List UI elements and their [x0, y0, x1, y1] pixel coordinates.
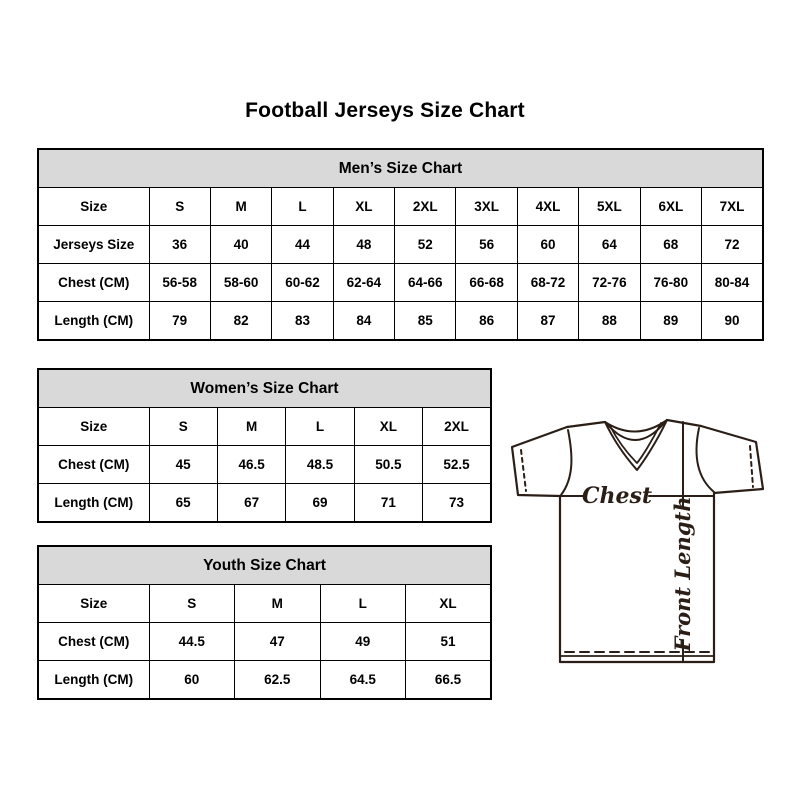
value-cell: 2XL	[423, 408, 491, 446]
row-label-cell: Length (CM)	[38, 484, 149, 523]
row-label-cell: Size	[38, 585, 149, 623]
row-label-cell: Chest (CM)	[38, 264, 149, 302]
value-cell: 66-68	[456, 264, 517, 302]
value-cell: 84	[333, 302, 394, 341]
value-cell: 88	[579, 302, 640, 341]
jersey-illustration	[500, 400, 790, 680]
value-cell: 44	[272, 226, 333, 264]
jersey-right-cuff-stitch-dashed	[750, 446, 753, 487]
value-cell: 5XL	[579, 188, 640, 226]
table-section-title: Women’s Size Chart	[38, 369, 491, 408]
table-row	[38, 623, 491, 661]
value-cell: 56-58	[149, 264, 210, 302]
table-row	[38, 484, 491, 523]
table-row	[38, 585, 491, 623]
value-cell: 7XL	[702, 188, 763, 226]
value-cell: 4XL	[517, 188, 578, 226]
jersey-left-sleeve-outline	[512, 427, 567, 496]
row-label-cell: Jerseys Size	[38, 226, 149, 264]
value-cell: L	[320, 585, 406, 623]
value-cell: 79	[149, 302, 210, 341]
value-cell: 68	[640, 226, 701, 264]
table-row	[38, 188, 763, 226]
jersey-right-armhole-seam	[696, 428, 714, 492]
page-title: Football Jerseys Size Chart	[245, 99, 525, 122]
value-cell: 2XL	[395, 188, 456, 226]
value-cell: 72	[702, 226, 763, 264]
value-cell: 76-80	[640, 264, 701, 302]
value-cell: 6XL	[640, 188, 701, 226]
value-cell: 49	[320, 623, 406, 661]
value-cell: 45	[149, 446, 217, 484]
value-cell: 3XL	[456, 188, 517, 226]
mens-size-chart-table	[37, 148, 764, 341]
table-row	[38, 264, 763, 302]
table-row	[38, 302, 763, 341]
row-label-cell: Chest (CM)	[38, 446, 149, 484]
value-cell: M	[235, 585, 321, 623]
row-label-cell: Size	[38, 188, 149, 226]
value-cell: 64	[579, 226, 640, 264]
row-label-cell: Size	[38, 408, 149, 446]
value-cell: 52	[395, 226, 456, 264]
value-cell: 62.5	[235, 661, 321, 700]
table-section-title: Men’s Size Chart	[38, 149, 763, 188]
value-cell: 73	[423, 484, 491, 523]
value-cell: 44.5	[149, 623, 235, 661]
value-cell: 69	[286, 484, 354, 523]
table-row	[38, 661, 491, 700]
value-cell: 47	[235, 623, 321, 661]
table-row	[38, 446, 491, 484]
value-cell: 85	[395, 302, 456, 341]
value-cell: 64.5	[320, 661, 406, 700]
value-cell: M	[210, 188, 271, 226]
value-cell: 62-64	[333, 264, 394, 302]
value-cell: 72-76	[579, 264, 640, 302]
value-cell: 60	[517, 226, 578, 264]
value-cell: 65	[149, 484, 217, 523]
value-cell: 58-60	[210, 264, 271, 302]
value-cell: 40	[210, 226, 271, 264]
value-cell: 80-84	[702, 264, 763, 302]
jersey-left-cuff-stitch-dashed	[521, 450, 526, 491]
chest-measure-label: Chest	[581, 483, 653, 509]
value-cell: 90	[702, 302, 763, 341]
womens-size-chart-table	[37, 368, 492, 523]
value-cell: 68-72	[517, 264, 578, 302]
table-row	[38, 408, 491, 446]
value-cell: L	[272, 188, 333, 226]
row-label-cell: Length (CM)	[38, 302, 149, 341]
jersey-measurement-diagram	[500, 400, 790, 680]
value-cell: 52.5	[423, 446, 491, 484]
value-cell: 67	[217, 484, 285, 523]
value-cell: S	[149, 188, 210, 226]
value-cell: 56	[456, 226, 517, 264]
value-cell: 83	[272, 302, 333, 341]
value-cell: 50.5	[354, 446, 422, 484]
value-cell: XL	[354, 408, 422, 446]
table-row	[38, 226, 763, 264]
value-cell: S	[149, 585, 235, 623]
table-section-title: Youth Size Chart	[38, 546, 491, 585]
value-cell: 82	[210, 302, 271, 341]
value-cell: 36	[149, 226, 210, 264]
value-cell: XL	[333, 188, 394, 226]
value-cell: 66.5	[406, 661, 492, 700]
value-cell: XL	[406, 585, 492, 623]
front-length-measure-label: Front Length	[670, 496, 695, 652]
jersey-left-shoulder-line	[567, 422, 605, 427]
value-cell: 46.5	[217, 446, 285, 484]
value-cell: 48	[333, 226, 394, 264]
value-cell: 89	[640, 302, 701, 341]
value-cell: 86	[456, 302, 517, 341]
jersey-right-sleeve-outline	[701, 426, 763, 493]
jersey-left-armhole-seam	[561, 430, 571, 495]
value-cell: 51	[406, 623, 492, 661]
value-cell: 60	[149, 661, 235, 700]
value-cell: S	[149, 408, 217, 446]
value-cell: 48.5	[286, 446, 354, 484]
value-cell: 71	[354, 484, 422, 523]
row-label-cell: Chest (CM)	[38, 623, 149, 661]
value-cell: 87	[517, 302, 578, 341]
value-cell: 64-66	[395, 264, 456, 302]
row-label-cell: Length (CM)	[38, 661, 149, 700]
value-cell: L	[286, 408, 354, 446]
value-cell: 60-62	[272, 264, 333, 302]
youth-size-chart-table	[37, 545, 492, 700]
value-cell: M	[217, 408, 285, 446]
